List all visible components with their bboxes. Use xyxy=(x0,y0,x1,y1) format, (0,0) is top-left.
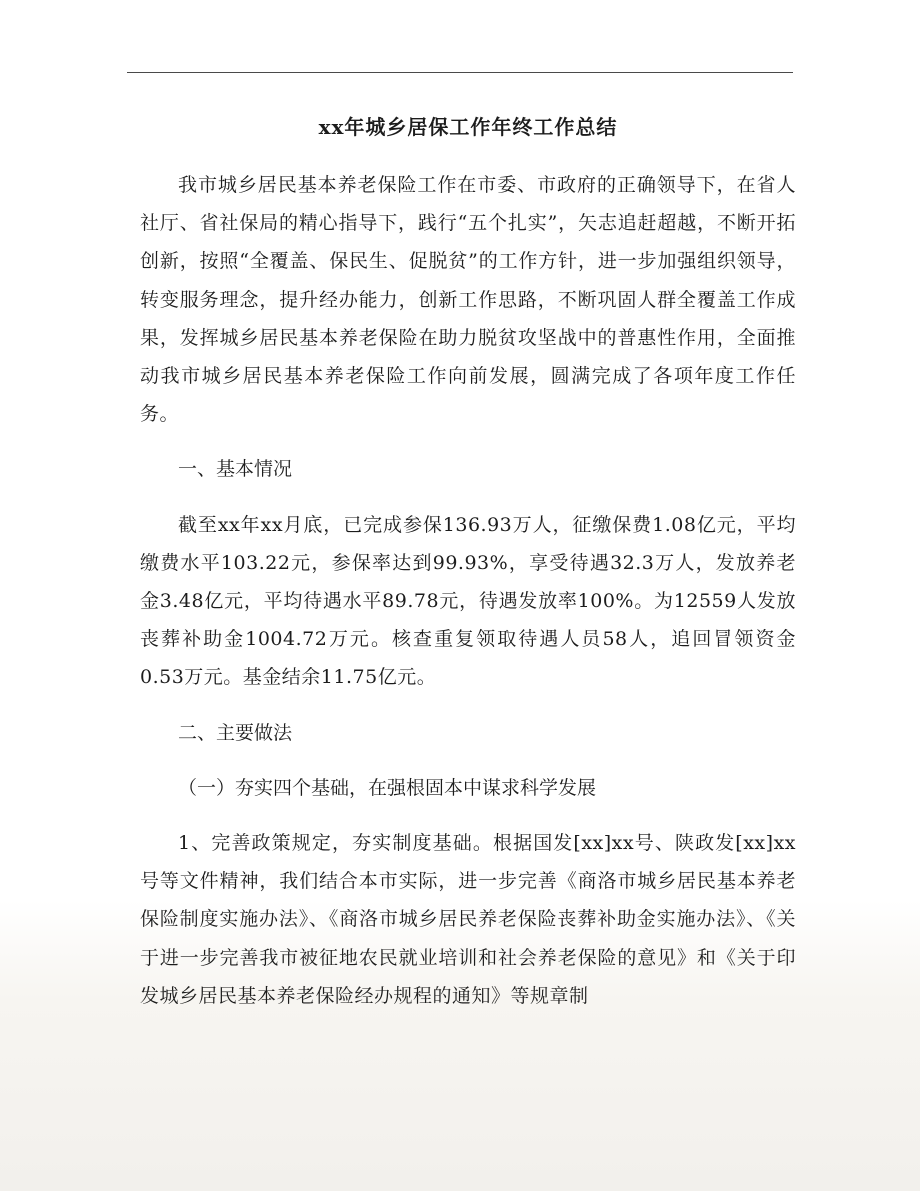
document-title: xx年城乡居保工作年终工作总结 xyxy=(318,115,618,139)
intro-paragraph: 我市城乡居民基本养老保险工作在市委、市政府的正确领导下，在省人社厅、省社保局的精心指导下，践行“五个扎实”，矢志追赶超越，不断开拓创新，按照“全覆盖、保民生、促脱贫”的工作方针，进一步加强组织领导，转变服务理念，提升经办能力，创新工作思路，不断巩固人群全覆盖工作成果，发挥城乡居民基本养老保险在助力脱贫攻坚战中的普惠性作用，全面推动我市城乡居民基本养老保险工作向前发展，圆满完成了各项年度工作任务。 xyxy=(140,174,796,426)
section-heading-basic-situation: 一、基本情况 xyxy=(178,458,293,481)
document-body xyxy=(140,112,796,1015)
section-heading-main-practices: 二、主要做法 xyxy=(178,721,293,744)
basic-situation-paragraph: 截至xx年xx月底，已完成参保136.93万人，征缴保费1.08亿元，平均缴费水平103.22元，参保率达到99.93%，享受待遇32.3万人，发放养老金3.48亿元，平均待遇水平89.78元，待遇发放率100%。为12559人发放丧葬补助金1004.72万元。核查重复领取待遇人员58人，追回冒领资金0.53万元。基金结余11.75亿元。 xyxy=(140,513,796,689)
subsection-heading-four-foundations: （一）夯实四个基础，在强根固本中谋求科学发展 xyxy=(178,776,597,799)
header-rule xyxy=(127,72,793,73)
item-1-paragraph: 1、完善政策规定，夯实制度基础。根据国发[xx]xx号、陕政发[xx]xx号等文件精神，我们结合本市实际，进一步完善《商洛市城乡居民基本养老保险制度实施办法》、《商洛市城乡居民养老保险丧葬补助金实施办法》、《关于进一步完善我市被征地农民就业培训和社会养老保险的意见》和《关于印发城乡居民基本养老保险经办规程的通知》等规章制 xyxy=(140,832,796,1007)
